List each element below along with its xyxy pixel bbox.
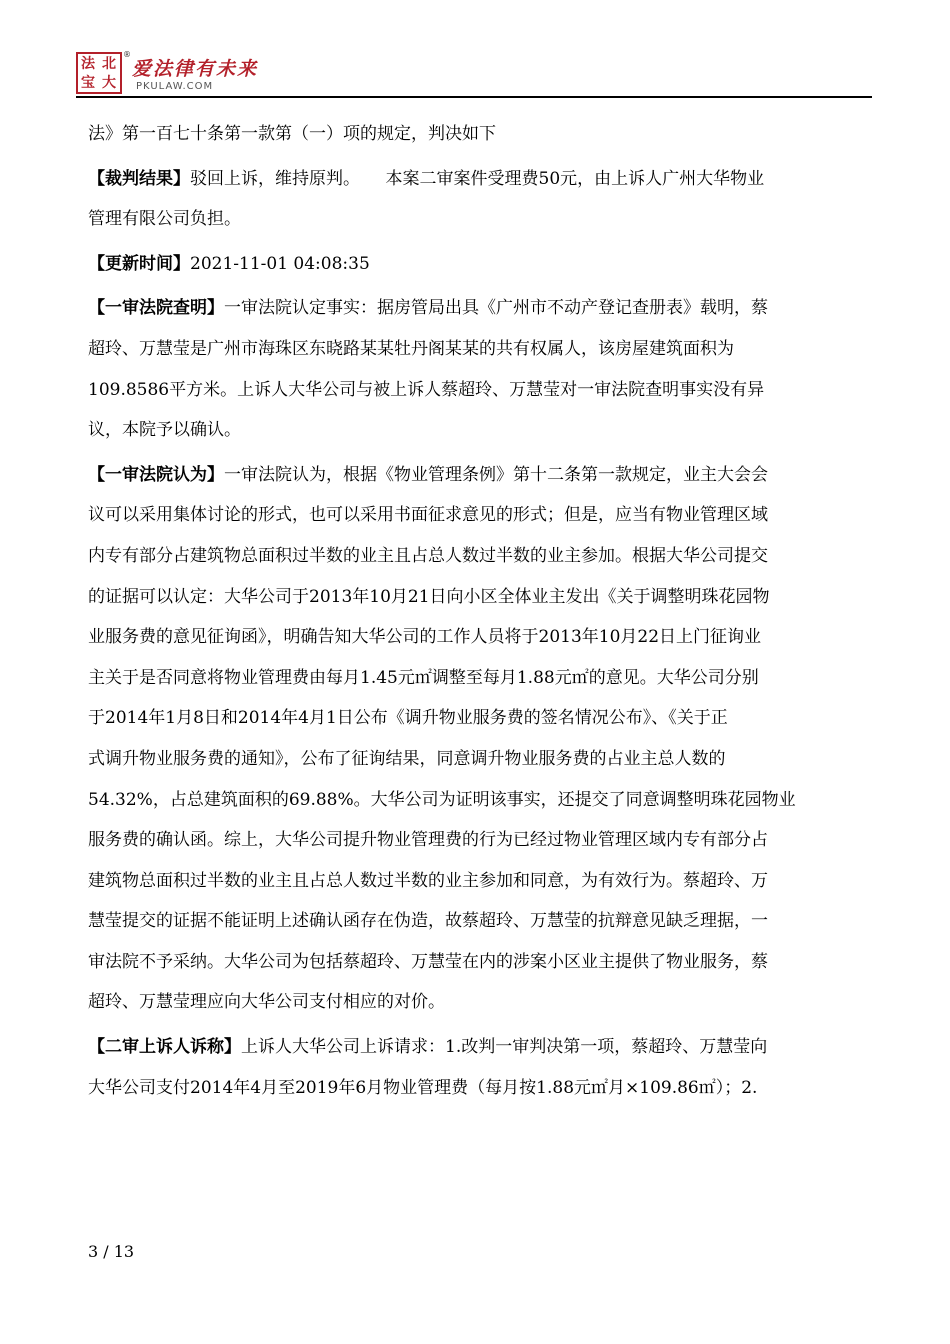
text-line [88, 536, 872, 577]
text-line [88, 455, 872, 496]
slogan: 爱法律有未来 [132, 58, 259, 80]
line-text: 超玲、万慧莹理应向大华公司支付相应的对价。 [88, 992, 445, 1013]
line-text: 上诉人大华公司上诉请求：1.改判一审判决第一项，蔡超玲、万慧莹向 [241, 1037, 768, 1058]
logo-char: 大 [102, 75, 116, 91]
text-line [88, 698, 872, 739]
line-text: 大华公司支付2014年4月至2019年6月物业管理费（每月按1.88元㎡月×109.86㎡）；2. [88, 1077, 758, 1098]
line-text: 于2014年1月8日和2014年4月1日公布《调升物业服务费的签名情况公布》、《关于正 [88, 708, 728, 729]
line-text: 服务费的确认函。综上，大华公司提升物业管理费的行为已经过物业管理区域内专有部分占 [88, 830, 768, 851]
line-text: 109.8586平方米。上诉人大华公司与被上诉人蔡超玲、万慧莹对一审法院查明事实没有异 [88, 379, 765, 400]
text-line [88, 410, 872, 451]
document-body [88, 114, 872, 1108]
text-line [88, 1068, 872, 1109]
line-text: 式调升物业服务费的通知》，公布了征询结果，同意调升物业服务费的占业主总人数的 [88, 748, 726, 769]
header [76, 48, 876, 98]
text-line [88, 370, 872, 411]
domain-text: PKULAW.COM [136, 81, 214, 92]
line-text: 法》第一百七十条第一款第（一）项的规定，判决如下 [88, 124, 496, 144]
section-tag: 【裁判结果】 [88, 168, 190, 189]
text-line [88, 658, 872, 699]
line-text: 一审法院认定事实：据房管局出具《广州市不动产登记查册表》载明，蔡 [224, 298, 768, 319]
text-line [88, 1027, 872, 1068]
line-text: 建筑物总面积过半数的业主且占总人数过半数的业主参加和同意，为有效行为。蔡超玲、万 [88, 870, 768, 891]
page-number: 3 / 13 [88, 1242, 135, 1261]
section-tag: 【一审法院查明】 [88, 298, 224, 319]
line-text: 管理有限公司负担。 [88, 209, 241, 230]
text-line [88, 159, 872, 200]
text-line [88, 820, 872, 861]
pkulaw-logo [76, 52, 122, 94]
text-line [88, 861, 872, 902]
text-line [88, 982, 872, 1023]
logo-char: 法 [81, 56, 95, 72]
line-text: 审法院不予采纳。大华公司为包括蔡超玲、万慧莹在内的涉案小区业主提供了物业服务，蔡 [88, 951, 768, 972]
logo-char: 北 [102, 56, 116, 72]
header-rule [76, 96, 872, 98]
line-text: 54.32%，占总建筑面积的69.88%。大华公司为证明该事实，还提交了同意调整明珠花园物业 [88, 789, 796, 810]
text-line [88, 901, 872, 942]
line-text: 的证据可以认定：大华公司于2013年10月21日向小区全体业主发出《关于调整明珠花园物 [88, 586, 770, 607]
text-line [88, 780, 872, 821]
line-text: 内专有部分占建筑物总面积过半数的业主且占总人数过半数的业主参加。根据大华公司提交 [88, 545, 768, 566]
line-text: 慧莹提交的证据不能证明上述确认函存在伪造，故蔡超玲、万慧莹的抗辩意见缺乏理据，一 [88, 911, 768, 932]
registered-mark: ® [123, 50, 131, 59]
line-text: 议可以采用集体讨论的形式，也可以采用书面征求意见的形式；但是，应当有物业管理区域 [88, 505, 768, 526]
line-text: 一审法院认为，根据《物业管理条例》第十二条第一款规定，业主大会会 [224, 464, 768, 485]
line-text: 驳回上诉，维持原判。 本案二审案件受理费50元，由上诉人广州大华物业 [190, 168, 765, 189]
text-line [88, 114, 872, 155]
text-line [88, 942, 872, 983]
text-line [88, 495, 872, 536]
text-line [88, 288, 872, 329]
line-text: 2021-11-01 04:08:35 [190, 253, 370, 274]
text-line [88, 329, 872, 370]
text-line [88, 199, 872, 240]
section-tag: 【更新时间】 [88, 253, 190, 274]
text-line [88, 577, 872, 618]
section-tag: 【二审上诉人诉称】 [88, 1037, 241, 1058]
text-line [88, 244, 872, 285]
line-text: 主关于是否同意将物业管理费由每月1.45元㎡调整至每月1.88元㎡的意见。大华公司分别 [88, 667, 759, 688]
line-text: 超玲、万慧莹是广州市海珠区东晓路某某牡丹阁某某的共有权属人，该房屋建筑面积为 [88, 338, 734, 359]
text-line [88, 617, 872, 658]
line-text: 议，本院予以确认。 [88, 420, 241, 441]
line-text: 业服务费的意见征询函》，明确告知大华公司的工作人员将于2013年10月22日上门征询业 [88, 627, 762, 648]
logo-char: 宝 [81, 75, 95, 91]
text-line [88, 739, 872, 780]
section-tag: 【一审法院认为】 [88, 464, 224, 485]
